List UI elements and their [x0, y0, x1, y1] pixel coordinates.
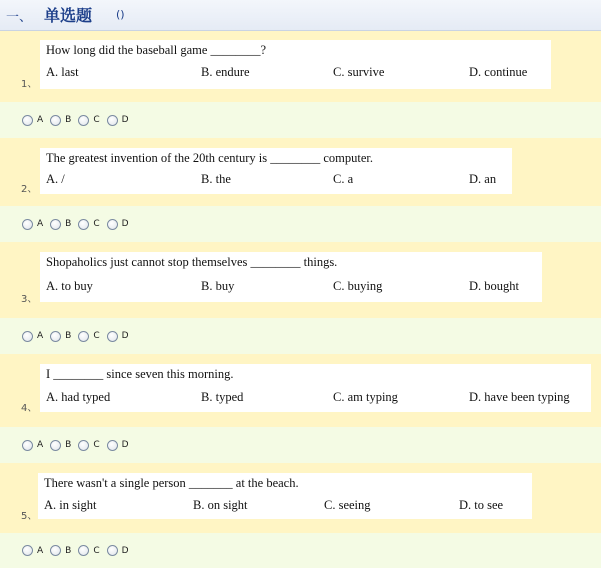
- option-a: A. to buy: [46, 279, 93, 293]
- radio-label-b: B: [65, 545, 72, 556]
- option-d: D. to see: [459, 498, 504, 512]
- radio-d[interactable]: [107, 545, 118, 556]
- option-c: C. survive: [333, 65, 385, 79]
- question-image: [40, 148, 512, 194]
- radio-label-d: D: [121, 331, 129, 341]
- question-number: 3、: [21, 294, 38, 305]
- answer-row-5: [0, 533, 601, 568]
- radio-label-a: A: [37, 331, 44, 341]
- option-d: D. have been typing: [469, 390, 570, 404]
- radio-a[interactable]: [22, 115, 33, 126]
- question-number: 5、: [21, 511, 38, 522]
- section-header: [0, 0, 601, 31]
- radio-b[interactable]: [50, 440, 61, 451]
- radio-c[interactable]: [78, 219, 89, 230]
- question-number: 1、: [21, 79, 38, 90]
- option-b: B. typed: [201, 390, 244, 404]
- question-row-1: [0, 31, 601, 102]
- answer-row-1: [0, 102, 601, 138]
- question-text: How long did the baseball game ________?: [46, 43, 267, 57]
- radio-label-c: C: [93, 219, 100, 229]
- question-image: [40, 40, 551, 89]
- option-c: C. seeing: [324, 498, 371, 512]
- answer-radio-group: [22, 427, 136, 463]
- question-image: [40, 364, 591, 412]
- question-text: I ________ since seven this morning.: [46, 367, 234, 381]
- question-number: 4、: [21, 403, 38, 414]
- radio-label-d: D: [121, 440, 129, 450]
- answer-row-3: [0, 318, 601, 354]
- question-row-3: [0, 242, 601, 318]
- answer-radio-group: [22, 102, 136, 138]
- option-a: A. had typed: [46, 390, 111, 404]
- radio-label-c: C: [93, 331, 100, 341]
- question-image: [40, 252, 542, 302]
- radio-d[interactable]: [107, 219, 118, 230]
- section-title: 单选题: [44, 6, 93, 25]
- option-a: A. in sight: [44, 498, 97, 512]
- radio-b[interactable]: [50, 219, 61, 230]
- question-image: [38, 473, 532, 519]
- radio-c[interactable]: [78, 440, 89, 451]
- option-b: B. on sight: [193, 498, 248, 512]
- radio-label-a: A: [37, 545, 44, 556]
- option-b: B. the: [201, 172, 231, 186]
- radio-c[interactable]: [78, 331, 89, 342]
- radio-d[interactable]: [107, 115, 118, 126]
- option-a: A. /: [46, 172, 65, 186]
- radio-d[interactable]: [107, 440, 118, 451]
- answer-radio-group: [22, 533, 136, 568]
- question-text: Shopaholics just cannot stop themselves ________ things.: [46, 255, 338, 269]
- option-c: C. buying: [333, 279, 383, 293]
- radio-b[interactable]: [50, 331, 61, 342]
- radio-label-c: C: [93, 545, 100, 556]
- radio-c[interactable]: [78, 545, 89, 556]
- radio-label-a: A: [37, 115, 44, 125]
- question-row-4: [0, 354, 601, 427]
- radio-label-b: B: [65, 440, 72, 450]
- radio-label-b: B: [65, 331, 72, 341]
- radio-label-a: A: [37, 440, 44, 450]
- option-b: B. endure: [201, 65, 250, 79]
- answer-row-2: [0, 206, 601, 242]
- radio-label-d: D: [121, 115, 129, 125]
- radio-b[interactable]: [50, 115, 61, 126]
- radio-d[interactable]: [107, 331, 118, 342]
- radio-a[interactable]: [22, 219, 33, 230]
- question-number: 2、: [21, 184, 38, 195]
- radio-label-c: C: [93, 115, 100, 125]
- radio-c[interactable]: [78, 115, 89, 126]
- radio-a[interactable]: [22, 440, 33, 451]
- answer-radio-group: [22, 318, 136, 354]
- option-d: D. an: [469, 172, 497, 186]
- section-number: 一、: [6, 10, 33, 25]
- option-c: C. am typing: [333, 390, 398, 404]
- option-c: C. a: [333, 172, 354, 186]
- question-text: There wasn't a single person _______ at the beach.: [44, 476, 299, 490]
- radio-a[interactable]: [22, 545, 33, 556]
- radio-label-b: B: [65, 219, 72, 229]
- question-text: The greatest invention of the 20th century is ________ computer.: [46, 151, 374, 165]
- option-a: A. last: [46, 65, 79, 79]
- radio-b[interactable]: [50, 545, 61, 556]
- answer-radio-group: [22, 206, 136, 242]
- radio-a[interactable]: [22, 331, 33, 342]
- question-row-5: [0, 463, 601, 533]
- radio-label-a: A: [37, 219, 44, 229]
- section-score: (): [116, 8, 125, 21]
- radio-label-d: D: [121, 219, 129, 229]
- option-b: B. buy: [201, 279, 235, 293]
- radio-label-b: B: [65, 115, 72, 125]
- radio-label-d: D: [121, 545, 129, 556]
- radio-label-c: C: [93, 440, 100, 450]
- question-row-2: [0, 138, 601, 206]
- option-d: D. continue: [469, 65, 528, 79]
- answer-row-4: [0, 427, 601, 463]
- option-d: D. bought: [469, 279, 520, 293]
